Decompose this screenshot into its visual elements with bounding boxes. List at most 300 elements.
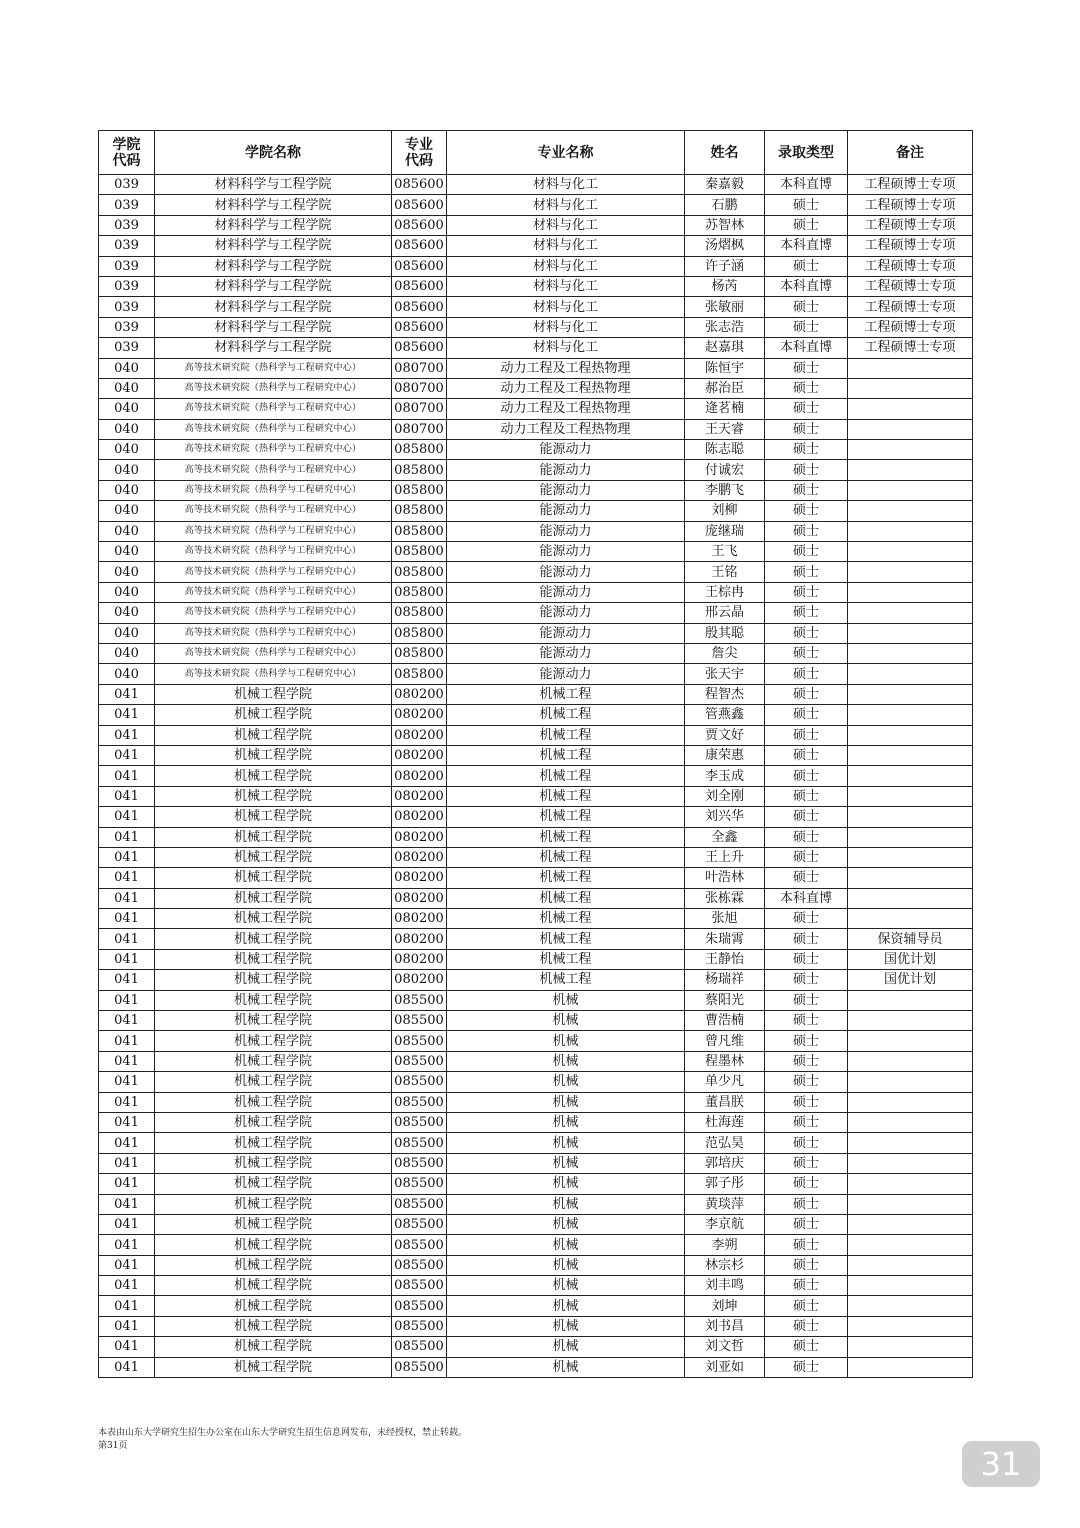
admission-type-cell: 硕士 — [765, 460, 848, 480]
name-cell: 王棕冉 — [685, 582, 765, 602]
major-name-cell: 材料与化工 — [447, 297, 685, 317]
name-cell: 陈恒宇 — [685, 358, 765, 378]
admission-type-cell: 硕士 — [765, 1031, 848, 1051]
college-name-cell: 机械工程学院 — [155, 929, 392, 949]
admission-type-cell: 硕士 — [765, 419, 848, 439]
table-row — [99, 766, 973, 786]
admission-type-cell: 硕士 — [765, 582, 848, 602]
college-code-cell: 040 — [99, 643, 155, 663]
major-code-cell: 085500 — [392, 1031, 447, 1051]
admission-type-cell: 硕士 — [765, 501, 848, 521]
remark-cell — [848, 623, 973, 643]
admission-type-cell: 硕士 — [765, 480, 848, 500]
college-code-cell: 039 — [99, 276, 155, 296]
college-name-cell: 机械工程学院 — [155, 1092, 392, 1112]
major-name-cell: 机械 — [447, 1316, 685, 1336]
major-name-cell: 机械 — [447, 1092, 685, 1112]
college-code-cell: 041 — [99, 1133, 155, 1153]
college-code-cell: 041 — [99, 745, 155, 765]
college-name-cell: 高等技术研究院（热科学与工程研究中心） — [155, 399, 392, 419]
college-code-cell: 041 — [99, 970, 155, 990]
major-name-cell: 能源动力 — [447, 664, 685, 684]
remark-cell — [848, 1092, 973, 1112]
table-row — [99, 1051, 973, 1071]
college-name-cell: 机械工程学院 — [155, 1072, 392, 1092]
remark-cell: 工程硕博士专项 — [848, 338, 973, 358]
college-code-cell: 039 — [99, 236, 155, 256]
table-row — [99, 888, 973, 908]
college-code-cell: 041 — [99, 807, 155, 827]
college-code-cell: 041 — [99, 827, 155, 847]
admission-type-cell: 硕士 — [765, 1276, 848, 1296]
name-cell: 王铭 — [685, 562, 765, 582]
admission-type-cell: 硕士 — [765, 684, 848, 704]
major-name-cell: 机械工程 — [447, 766, 685, 786]
admission-type-cell: 硕士 — [765, 949, 848, 969]
name-cell: 殷其聪 — [685, 623, 765, 643]
college-code-cell: 040 — [99, 419, 155, 439]
major-code-cell: 085500 — [392, 1051, 447, 1071]
major-name-cell: 机械 — [447, 1337, 685, 1357]
name-cell: 黄琰萍 — [685, 1194, 765, 1214]
college-code-cell: 040 — [99, 358, 155, 378]
college-name-cell: 机械工程学院 — [155, 1276, 392, 1296]
name-cell: 程墨林 — [685, 1051, 765, 1071]
major-code-cell: 085800 — [392, 664, 447, 684]
major-name-cell: 机械工程 — [447, 745, 685, 765]
table-row — [99, 1337, 973, 1357]
remark-cell — [848, 1051, 973, 1071]
admission-type-cell: 硕士 — [765, 847, 848, 867]
admission-type-cell: 硕士 — [765, 807, 848, 827]
major-code-cell: 080200 — [392, 705, 447, 725]
admission-type-cell: 硕士 — [765, 664, 848, 684]
remark-cell — [848, 378, 973, 398]
major-name-cell: 材料与化工 — [447, 215, 685, 235]
college-code-cell: 040 — [99, 480, 155, 500]
college-code-cell: 041 — [99, 1031, 155, 1051]
table-row — [99, 460, 973, 480]
table-row — [99, 949, 973, 969]
name-cell: 詹尖 — [685, 643, 765, 663]
name-cell: 蔡阳光 — [685, 990, 765, 1010]
remark-cell — [848, 1357, 973, 1377]
table-row — [99, 664, 973, 684]
major-code-cell: 080200 — [392, 807, 447, 827]
remark-cell — [848, 1153, 973, 1173]
remark-cell — [848, 1011, 973, 1031]
college-name-cell: 机械工程学院 — [155, 1174, 392, 1194]
major-code-cell: 080700 — [392, 399, 447, 419]
admission-type-cell: 硕士 — [765, 297, 848, 317]
header-major-name: 专业名称 — [447, 131, 685, 175]
admission-type-cell: 硕士 — [765, 1092, 848, 1112]
college-name-cell: 机械工程学院 — [155, 949, 392, 969]
table-row — [99, 970, 973, 990]
major-name-cell: 机械 — [447, 1133, 685, 1153]
major-name-cell: 能源动力 — [447, 562, 685, 582]
remark-cell: 国优计划 — [848, 949, 973, 969]
college-name-cell: 机械工程学院 — [155, 1153, 392, 1173]
major-code-cell: 085600 — [392, 276, 447, 296]
table-row — [99, 1092, 973, 1112]
major-code-cell: 085600 — [392, 236, 447, 256]
college-name-cell: 高等技术研究院（热科学与工程研究中心） — [155, 664, 392, 684]
remark-cell — [848, 399, 973, 419]
name-cell: 王飞 — [685, 542, 765, 562]
admission-type-cell: 硕士 — [765, 1255, 848, 1275]
major-code-cell: 085800 — [392, 582, 447, 602]
admission-type-cell: 硕士 — [765, 1174, 848, 1194]
college-name-cell: 材料科学与工程学院 — [155, 236, 392, 256]
college-name-cell: 高等技术研究院（热科学与工程研究中心） — [155, 480, 392, 500]
admission-type-cell: 硕士 — [765, 358, 848, 378]
college-code-cell: 041 — [99, 1112, 155, 1132]
college-name-cell: 机械工程学院 — [155, 1011, 392, 1031]
major-name-cell: 动力工程及工程热物理 — [447, 419, 685, 439]
copyright-note: 本表由山东大学研究生招生办公室在山东大学研究生招生信息网发布，未经授权，禁止转载。 — [98, 1428, 468, 1438]
remark-cell — [848, 990, 973, 1010]
college-name-cell: 高等技术研究院（热科学与工程研究中心） — [155, 562, 392, 582]
college-name-cell: 机械工程学院 — [155, 1316, 392, 1336]
college-code-cell: 040 — [99, 501, 155, 521]
table-row — [99, 480, 973, 500]
table-row — [99, 643, 973, 663]
major-code-cell: 085800 — [392, 562, 447, 582]
remark-cell — [848, 827, 973, 847]
major-code-cell: 085800 — [392, 480, 447, 500]
remark-cell: 国优计划 — [848, 970, 973, 990]
table-row — [99, 276, 973, 296]
major-name-cell: 机械 — [447, 1235, 685, 1255]
name-cell: 刘书昌 — [685, 1316, 765, 1336]
major-name-cell: 机械工程 — [447, 949, 685, 969]
major-code-cell: 080700 — [392, 378, 447, 398]
name-cell: 张栋霖 — [685, 888, 765, 908]
major-code-cell: 085500 — [392, 1316, 447, 1336]
admission-type-cell: 硕士 — [765, 521, 848, 541]
table-row — [99, 440, 973, 460]
major-name-cell: 能源动力 — [447, 623, 685, 643]
major-code-cell: 085800 — [392, 521, 447, 541]
remark-cell — [848, 460, 973, 480]
admission-type-cell: 硕士 — [765, 909, 848, 929]
major-code-cell: 080200 — [392, 929, 447, 949]
name-cell: 李京航 — [685, 1214, 765, 1234]
remark-cell — [848, 643, 973, 663]
name-cell: 郭培庆 — [685, 1153, 765, 1173]
remark-cell — [848, 664, 973, 684]
college-name-cell: 机械工程学院 — [155, 1337, 392, 1357]
table-row — [99, 297, 973, 317]
college-code-cell: 041 — [99, 1153, 155, 1173]
remark-cell — [848, 1133, 973, 1153]
table-row — [99, 542, 973, 562]
major-code-cell: 085500 — [392, 1112, 447, 1132]
college-name-cell: 机械工程学院 — [155, 868, 392, 888]
college-code-cell: 041 — [99, 1296, 155, 1316]
table-row — [99, 419, 973, 439]
college-name-cell: 材料科学与工程学院 — [155, 195, 392, 215]
college-code-cell: 041 — [99, 888, 155, 908]
college-code-cell: 040 — [99, 582, 155, 602]
major-name-cell: 动力工程及工程热物理 — [447, 399, 685, 419]
college-code-cell: 039 — [99, 256, 155, 276]
major-code-cell: 085800 — [392, 501, 447, 521]
college-code-cell: 041 — [99, 949, 155, 969]
college-name-cell: 高等技术研究院（热科学与工程研究中心） — [155, 358, 392, 378]
remark-cell — [848, 419, 973, 439]
college-name-cell: 机械工程学院 — [155, 1235, 392, 1255]
major-name-cell: 能源动力 — [447, 542, 685, 562]
table-row — [99, 236, 973, 256]
remark-cell — [848, 807, 973, 827]
major-name-cell: 动力工程及工程热物理 — [447, 378, 685, 398]
major-code-cell: 080200 — [392, 909, 447, 929]
major-name-cell: 机械 — [447, 1276, 685, 1296]
admission-type-cell: 硕士 — [765, 1112, 848, 1132]
remark-cell — [848, 1235, 973, 1255]
college-name-cell: 机械工程学院 — [155, 807, 392, 827]
major-name-cell: 材料与化工 — [447, 195, 685, 215]
admission-table — [98, 130, 973, 1378]
major-name-cell: 机械 — [447, 1031, 685, 1051]
college-code-cell: 039 — [99, 317, 155, 337]
remark-cell — [848, 786, 973, 806]
table-row — [99, 786, 973, 806]
major-code-cell: 080200 — [392, 949, 447, 969]
major-code-cell: 080200 — [392, 868, 447, 888]
remark-cell — [848, 501, 973, 521]
name-cell: 苏智林 — [685, 215, 765, 235]
major-name-cell: 机械工程 — [447, 725, 685, 745]
page-label: 第31页 — [98, 1441, 128, 1451]
college-code-cell: 041 — [99, 1276, 155, 1296]
major-code-cell: 085800 — [392, 603, 447, 623]
college-code-cell: 039 — [99, 175, 155, 195]
major-code-cell: 085500 — [392, 1072, 447, 1092]
college-code-cell: 041 — [99, 990, 155, 1010]
major-name-cell: 材料与化工 — [447, 317, 685, 337]
admission-type-cell: 本科直博 — [765, 276, 848, 296]
college-code-cell: 041 — [99, 1174, 155, 1194]
header-name: 姓名 — [685, 131, 765, 175]
college-code-cell: 041 — [99, 705, 155, 725]
major-code-cell: 085500 — [392, 990, 447, 1010]
major-code-cell: 080200 — [392, 684, 447, 704]
major-name-cell: 机械 — [447, 1194, 685, 1214]
admission-type-cell: 硕士 — [765, 929, 848, 949]
name-cell: 管燕鑫 — [685, 705, 765, 725]
table-row — [99, 1296, 973, 1316]
major-code-cell: 085800 — [392, 643, 447, 663]
major-code-cell: 085600 — [392, 215, 447, 235]
table-body — [99, 175, 973, 1378]
table-row — [99, 929, 973, 949]
name-cell: 杜海莲 — [685, 1112, 765, 1132]
name-cell: 程智杰 — [685, 684, 765, 704]
college-code-cell: 041 — [99, 1357, 155, 1377]
college-name-cell: 机械工程学院 — [155, 1112, 392, 1132]
name-cell: 许子涵 — [685, 256, 765, 276]
major-name-cell: 机械 — [447, 1214, 685, 1234]
name-cell: 刘丰鸣 — [685, 1276, 765, 1296]
admission-type-cell: 硕士 — [765, 990, 848, 1010]
college-code-cell: 040 — [99, 562, 155, 582]
table-row — [99, 990, 973, 1010]
major-name-cell: 能源动力 — [447, 460, 685, 480]
college-name-cell: 机械工程学院 — [155, 1194, 392, 1214]
admission-type-cell: 硕士 — [765, 868, 848, 888]
name-cell: 刘柳 — [685, 501, 765, 521]
table-row — [99, 378, 973, 398]
admission-type-cell: 硕士 — [765, 542, 848, 562]
major-code-cell: 085500 — [392, 1092, 447, 1112]
college-name-cell: 材料科学与工程学院 — [155, 338, 392, 358]
table-row — [99, 1276, 973, 1296]
table-row — [99, 1357, 973, 1377]
major-code-cell: 085500 — [392, 1133, 447, 1153]
major-code-cell: 085500 — [392, 1255, 447, 1275]
name-cell: 贾文好 — [685, 725, 765, 745]
remark-cell — [848, 847, 973, 867]
remark-cell: 工程硕博士专项 — [848, 276, 973, 296]
admission-type-cell: 硕士 — [765, 562, 848, 582]
table-row — [99, 1072, 973, 1092]
admission-type-cell: 硕士 — [765, 1011, 848, 1031]
name-cell: 王静怡 — [685, 949, 765, 969]
remark-cell — [848, 725, 973, 745]
table-row — [99, 338, 973, 358]
table-row — [99, 562, 973, 582]
table-row — [99, 521, 973, 541]
major-name-cell: 材料与化工 — [447, 338, 685, 358]
major-name-cell: 机械 — [447, 990, 685, 1010]
major-name-cell: 机械工程 — [447, 868, 685, 888]
college-code-cell: 041 — [99, 725, 155, 745]
major-name-cell: 机械 — [447, 1153, 685, 1173]
major-code-cell: 080200 — [392, 847, 447, 867]
major-code-cell: 085800 — [392, 440, 447, 460]
major-code-cell: 085600 — [392, 175, 447, 195]
major-name-cell: 机械 — [447, 1296, 685, 1316]
admission-type-cell: 硕士 — [765, 440, 848, 460]
remark-cell — [848, 1316, 973, 1336]
name-cell: 刘坤 — [685, 1296, 765, 1316]
major-code-cell: 085500 — [392, 1276, 447, 1296]
college-name-cell: 高等技术研究院（热科学与工程研究中心） — [155, 378, 392, 398]
college-code-cell: 041 — [99, 1051, 155, 1071]
college-code-cell: 041 — [99, 1235, 155, 1255]
major-code-cell: 080200 — [392, 725, 447, 745]
table-row — [99, 1153, 973, 1173]
college-code-cell: 040 — [99, 542, 155, 562]
major-name-cell: 机械 — [447, 1174, 685, 1194]
college-name-cell: 材料科学与工程学院 — [155, 175, 392, 195]
remark-cell — [848, 582, 973, 602]
header-row — [99, 131, 973, 175]
name-cell: 郭子彤 — [685, 1174, 765, 1194]
major-name-cell: 动力工程及工程热物理 — [447, 358, 685, 378]
college-name-cell: 材料科学与工程学院 — [155, 215, 392, 235]
name-cell: 范弘昊 — [685, 1133, 765, 1153]
admission-type-cell: 硕士 — [765, 1357, 848, 1377]
remark-cell — [848, 542, 973, 562]
college-code-cell: 041 — [99, 847, 155, 867]
college-code-cell: 041 — [99, 1337, 155, 1357]
name-cell: 单少凡 — [685, 1072, 765, 1092]
major-code-cell: 085600 — [392, 297, 447, 317]
admission-type-cell: 硕士 — [765, 1337, 848, 1357]
name-cell: 朱瑞霄 — [685, 929, 765, 949]
major-name-cell: 机械工程 — [447, 970, 685, 990]
table-row — [99, 1194, 973, 1214]
major-code-cell: 080200 — [392, 888, 447, 908]
admission-type-cell: 硕士 — [765, 1316, 848, 1336]
college-name-cell: 机械工程学院 — [155, 827, 392, 847]
admission-type-cell: 硕士 — [765, 603, 848, 623]
admission-type-cell: 硕士 — [765, 317, 848, 337]
name-cell: 李鹏飞 — [685, 480, 765, 500]
table-row — [99, 399, 973, 419]
remark-cell — [848, 1031, 973, 1051]
name-cell: 叶浩林 — [685, 868, 765, 888]
college-name-cell: 机械工程学院 — [155, 705, 392, 725]
college-name-cell: 机械工程学院 — [155, 1133, 392, 1153]
table-row — [99, 745, 973, 765]
college-name-cell: 高等技术研究院（热科学与工程研究中心） — [155, 643, 392, 663]
admission-type-cell: 硕士 — [765, 1235, 848, 1255]
college-name-cell: 机械工程学院 — [155, 1255, 392, 1275]
header-remark: 备注 — [848, 131, 973, 175]
table-row — [99, 1214, 973, 1234]
college-code-cell: 041 — [99, 1072, 155, 1092]
name-cell: 杨瑞祥 — [685, 970, 765, 990]
name-cell: 陈志聪 — [685, 440, 765, 460]
major-name-cell: 材料与化工 — [447, 236, 685, 256]
name-cell: 付诚宏 — [685, 460, 765, 480]
college-name-cell: 机械工程学院 — [155, 766, 392, 786]
college-code-cell: 041 — [99, 786, 155, 806]
admission-type-cell: 硕士 — [765, 705, 848, 725]
college-name-cell: 机械工程学院 — [155, 847, 392, 867]
admission-type-cell: 硕士 — [765, 827, 848, 847]
name-cell: 刘全刚 — [685, 786, 765, 806]
college-name-cell: 材料科学与工程学院 — [155, 297, 392, 317]
major-name-cell: 能源动力 — [447, 501, 685, 521]
major-code-cell: 085600 — [392, 338, 447, 358]
college-name-cell: 机械工程学院 — [155, 1051, 392, 1071]
remark-cell: 工程硕博士专项 — [848, 215, 973, 235]
major-code-cell: 085500 — [392, 1357, 447, 1377]
name-cell: 郝治臣 — [685, 378, 765, 398]
name-cell: 赵嘉琪 — [685, 338, 765, 358]
major-code-cell: 080200 — [392, 786, 447, 806]
college-name-cell: 机械工程学院 — [155, 745, 392, 765]
table-row — [99, 1235, 973, 1255]
remark-cell: 工程硕博士专项 — [848, 175, 973, 195]
admission-type-cell: 硕士 — [765, 256, 848, 276]
remark-cell — [848, 603, 973, 623]
college-code-cell: 040 — [99, 378, 155, 398]
header-college-name: 学院名称 — [155, 131, 392, 175]
admission-type-cell: 硕士 — [765, 1072, 848, 1092]
table-row — [99, 1174, 973, 1194]
table-row — [99, 623, 973, 643]
table-row — [99, 256, 973, 276]
major-code-cell: 085800 — [392, 542, 447, 562]
admission-type-cell: 硕士 — [765, 399, 848, 419]
